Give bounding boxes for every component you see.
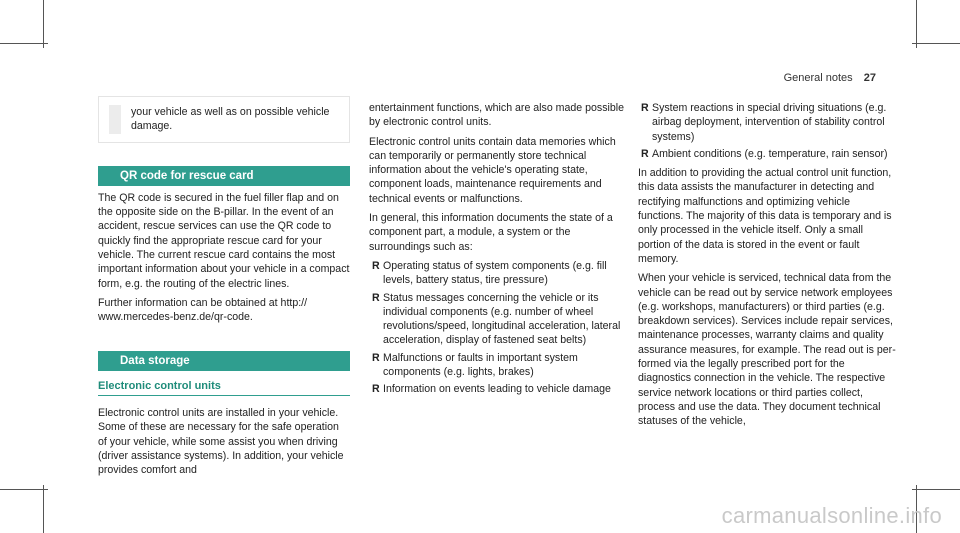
paragraph: entertainment functions, which are also made possible by electronic control units.: [369, 102, 624, 129]
list-item: [638, 147, 896, 161]
bullet-icon: R: [641, 147, 649, 160]
list-item-text: Malfunctions or faults in important system components (e.g. lights, brakes): [383, 351, 578, 379]
crop-mark: [912, 43, 960, 44]
note-bar: [109, 105, 121, 134]
paragraph: Electronic control units contain data memories which can temporarily or permanently store technical information about the vehicle's operating state, component loads, maintenance requirements and technical events or malfunctions.: [369, 135, 616, 205]
watermark: carmanualsonline.info: [721, 503, 942, 528]
column-2: [369, 101, 627, 402]
column-3: [638, 101, 896, 434]
bullet-icon: R: [372, 383, 380, 396]
bullet-list: [369, 259, 627, 397]
bullet-icon: R: [372, 291, 380, 304]
list-item-text: Information on events leading to vehicle damage: [383, 383, 611, 396]
crop-mark: [0, 43, 48, 44]
list-item-text: Status messages concerning the vehicle or its individual components (e.g. number of wheel revolutions/speed, longitudinal acceleration, lateral acceleration, display of fastened seat belts): [383, 291, 621, 347]
list-item: [369, 351, 627, 380]
crop-mark: [912, 489, 960, 490]
page-number: 27: [863, 72, 876, 84]
paragraph: In general, this information documents the state of a component part, a module, a system or the surroundings such as:: [369, 212, 613, 253]
note-text: your vehicle as well as on possible vehicle damage.: [131, 106, 330, 133]
header-title: General notes: [783, 72, 853, 84]
page-header: [784, 72, 876, 84]
bullet-icon: R: [372, 259, 380, 272]
list-item: [369, 291, 627, 348]
note-box: [98, 96, 350, 143]
qr-paragraph-2: Further information can be obtained at http:// www.mercedes-benz.de/qr-code.: [98, 296, 308, 324]
list-item: [638, 101, 896, 144]
crop-mark: [43, 0, 44, 48]
crop-mark: [0, 489, 48, 490]
bullet-list: [638, 101, 896, 161]
subheading-ecu: Electronic control units: [98, 379, 350, 396]
paragraph: In addition to providing the actual control unit function, this data assists the manufacturer in detecting and rectifying malfunctions and optimizing vehicle functions. The majority of this data is temporary and is only processed in the vehicle itself. Only a small portion of the data is stored in the event or fault memory.: [638, 167, 892, 265]
paragraph: When your vehicle is serviced, technical data from the vehicle can be read out by service network employees (e.g. workshops, manufacturers) or third parties (e.g. breakdown services). Services include repair services, maintenance processes, warranty claims and quality assurance measures, for example. The read out is performed via the legally prescribed port for the diagnostics connection in the vehicle. The respective service network locations or third parties collect, process and use the data. They document technical statuses of the vehicle,: [638, 272, 896, 428]
column-1: [98, 96, 350, 483]
ecu-paragraph: Electronic control units are installed in your vehicle. Some of these are necessary for the safe operation of your vehicle, while some assist you when driving (driver assistance systems). In addition, your vehicle provides comfort and: [98, 407, 344, 477]
bullet-icon: R: [372, 351, 380, 364]
crop-mark: [916, 0, 917, 48]
bullet-icon: R: [641, 102, 649, 114]
list-item: [369, 382, 627, 396]
list-item-text: System reactions in special driving situations (e.g. airbag deployment, intervention of stability control systems): [652, 102, 887, 143]
section-title-data-storage: Data storage: [98, 351, 350, 371]
list-item-text: Operating status of system components (e.g. fill levels, battery status, tire pressure): [383, 259, 607, 287]
list-item: [369, 259, 627, 288]
list-item-text: Ambient conditions (e.g. temperature, rain sensor): [652, 147, 888, 160]
section-title-qr: QR code for rescue card: [98, 166, 350, 186]
qr-paragraph-1: The QR code is secured in the fuel filler flap and on the opposite side on the B-pillar. In the event of an accident, rescue services can use the QR code to quickly find the appropriate rescue card for your vehicle. The current rescue card contains the most important information about your vehicle in a compact form, e.g. the routing of the electric lines.: [98, 191, 350, 290]
crop-mark: [43, 485, 44, 533]
